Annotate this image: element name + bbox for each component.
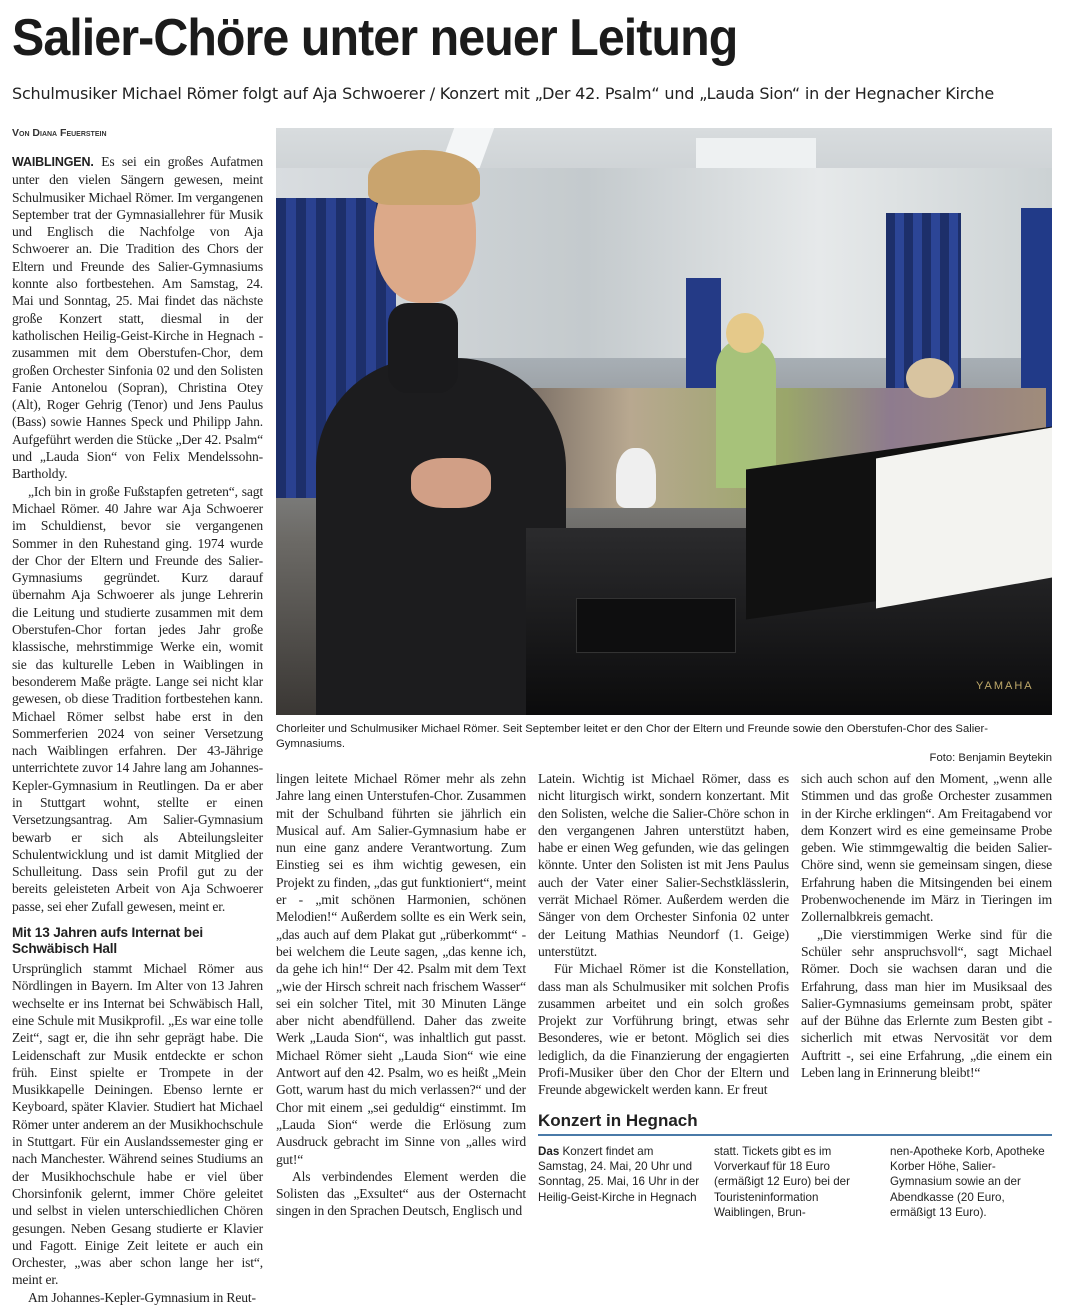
article-column-1 [12,153,263,1306]
caption-text: Chorleiter und Schulmusiker Michael Römer. Seit September leitet er den Chor der Eltern und Freunde sowie den Oberstufen-Chor des Salier-Gymnasiums. [276,723,989,750]
paragraph: „Die vierstimmigen Werke sind für die Schüler sehr anspruchsvoll“, sagt Michael Römer. Doch sie wachsen daran und die Erfahrung, dass man hier im Musiksaal des Salier-Gymnasiums gemeinsam probt, später auf der Bühne das Erlernte zum Besten gibt - sicherlich mit etwas Nervosität vor dem Auftritt -, sei eine Erfahrung, „die einem ein Leben lang in Erinnerung bleibt!“ [801,926,1052,1081]
paragraph: sich auch schon auf den Moment, „wenn alle Stimmen und das große Orchester zusammen in der Kirche erklingen“. Am Freitagabend vor dem Konzert wird es eine gemeinsame Probe geben. Wie stimmgewaltig die beiden Salier-Chöre sind, wenn sie gemeinsam singen, diese Erfahrung haben die Mitsingenden bei einem Probenwochenende im März in Tieringen im Zollernalbkreis gemacht. [801,771,1052,925]
dateline: WAIBLINGEN. [12,155,94,169]
byline: Von Diana Feuerstein [12,127,107,139]
paragraph: Für Michael Römer ist die Konstellation, dass man als Schulmusiker mit solchen Profis zusammen arbeitet und ein solch großes Projekt zur Vorführung bringt, etwas sehr Besonderes, wie er betont. Möglich sei dies lediglich, da die Finanzierung der engagierten Profi-Musiker über den Chor der Eltern und Freunde abgewickelt werden kann. Er freut [538,961,789,1098]
article-column-2 [276,770,526,1220]
subtitle: Schulmusiker Michael Römer folgt auf Aja Schwoerer / Konzert mit „Der 42. Psalm“ und „Lauda Sion“ in der Hegnacher Kirche [12,84,994,103]
info-box-title: Konzert in Hegnach [538,1111,1052,1136]
article-photo [276,128,1052,715]
paragraph: Latein. Wichtig ist Michael Römer, dass es nicht liturgisch wirkt, sondern konzertant. Mit den Solisten, welche die Salier-Chöre schon in den vergangenen Jahren unterstützt haben, habe er einen Weg gefunden, wie das gelingen könnte. Unter den Solisten ist mit Jens Paulus auch der Vater einer Salier-Sechstklässlerin, verrät Michael Römer. Außerdem werden die Sänger von dem Orchester Sinfonia 02 unter der Leitung Mathias Neundorf (1. Geige) unterstützt. [538,771,789,959]
right-columns-area [538,770,1052,1220]
subheading: Mit 13 Jahren aufs Internat bei Schwäbisch Hall [12,925,203,957]
piano-brand: YAMAHA [976,680,1034,692]
article-column-4 [801,770,1052,1081]
info-box-column: nen-Apotheke Korb, Apotheke Korber Höhe, Salier-Gymnasium sowie an der Abendkasse (20 Euro, ermäßigt 13 Euro). [890,1144,1045,1219]
article-column-3 [538,770,789,1099]
paragraph: „Ich bin in große Fußstapfen getreten“, sagt Michael Römer. 40 Jahre war Aja Schwoerer im Schuldienst, bevor sie vergangenen Sommer in den Ruhestand ging. 1974 wurde der Chor der Eltern und Freunde des Salier-Gymnasiums gegründet. Kurz darauf übernahm Aja Schwoerer als junge Lehrerin die Leitung und studierte zusammen mit dem Oberstufen-Chor fortan jedes Jahr große klassische, mehrstimmige Werke ein, womit sie das kulturelle Leben in Waiblingen in besonderem Maße prägte. Lange sei nicht klar gewesen, ob diese Tradition fortbestehen kann. Michael Römer selbst habe erst in den Sommerferien 2024 von seiner Versetzung nach Waiblingen erfahren. Der 43-Jährige unterrichtete zuvor 14 Jahre lang am Johannes-Kepler-Gymnasium in Reutlingen. Da er aber in Stuttgart wohnt, stellte er einen Versetzungsantrag. Am Salier-Gymnasium bewarb er sich als Abteilungsleiter Schulentwicklung und ist damit Mitglied der Schulleitung. Dass sein Profil gut zu der bereits geleisteten Arbeit von Aja Schwoerer passe, sei eher Zufall gewesen, meint er. [12,483,263,914]
paragraph: Ursprünglich stammt Michael Römer aus Nördlingen in Bayern. Im Alter von 13 Jahren wechselte er ins Internat bei Schwäbisch Hall, eine Schule mit Musikprofil. „Es war eine tolle Zeit“, sagt er, die ihn sehr geprägt habe. Die Leidenschaft zur Musik entdeckte er schon früh. Einst spielte er Trompete in der Musikkapelle Deiningen. Ebenso lernte er Keyboard, später Klavier. Studiert hat Michael Römer unter anderem an der Musikhochschule in Stuttgart. Für ein Auslandssemester ging er nach Manchester. Während seines Studiums an der Musikhochschule habe er viel über Chorsinfonik gelernt, immer Chöre geleitet und selbst in vielen unterschiedlichen Chören gesungen. Neben Gesang studierte er Klavier und Fagott. Einige Zeit leitete er auch ein Orchester, „was aber schon lange her ist“, meint er. [12,961,263,1288]
headline: Salier-Chöre unter neuer Leitung [12,9,738,67]
paragraph-text: Es sei ein großes Aufatmen unter den vielen Sängern gewesen, meint Schulmusiker Michael Römer. Im vergangenen September trat der Gymnasiallehrer für Musik und Englisch die Nachfolge von Aja Schwoerer an. Die Tradition des Chors der Eltern und Freunde des Salier-Gymnasiums konnte also fortbestehen. Am Samstag, 24. Mai und Sonntag, 25. Mai findet das nächste große Konzert statt, diesmal in der katholischen Heilig-Geist-Kirche in Hegnach - zusammen mit dem Oberstufen-Chor, dem großen Orchester Sinfonia 02 und den Solisten Fanie Antonelou (Sopran), Christina Otey (Alt), Roger Gehrig (Tenor) und Jens Paulus (Bass) sowie Hannes Speck und Philipp Jahn. Aufgeführt werden die Stücke „Der 42. Psalm“ und „Lauda Sion“ von Felix Mendelssohn-Bartholdy. [12,154,264,482]
info-box-column: statt. Tickets gibt es im Vorverkauf für 18 Euro (ermäßigt 12 Euro) bei der Touristeninformation Waiblingen, Brun- [714,1144,850,1219]
photo-caption [276,722,1052,766]
paragraph [12,153,263,483]
paragraph: Als verbindendes Element werden die Solisten das „Exsultet“ aus der Osternacht singen in den Sprachen Deutsch, Englisch und [276,1168,526,1219]
info-lead: Das [538,1144,560,1158]
info-text: Konzert findet am Samstag, 24. Mai, 20 Uhr und Sonntag, 25. Mai, 16 Uhr in der Heilig-Geist-Kirche in Hegnach [538,1144,700,1204]
paragraph: lingen leitete Michael Römer mehr als zehn Jahre lang einen Unterstufen-Chor. Zusammen mit der Schulband führten sie jährlich ein Musical auf. Am Salier-Gymnasium habe er nun eine ganz andere Verantwortung. Zum Einstieg sei es ihm wichtig gewesen, ein Projekt zu finden, „das gut funktioniert“, meint er - „mit schönen Harmonien, schönen Melodien!“ Außerdem sollte es ein Werk sein, „das auch auf dem Plakat gut „rüberkommt“ - bei welchem die Leute sagen, „das kenne ich, da gehe ich hin!“ Der 42. Psalm mit dem Text „wie der Hirsch schreit nach frischem Wasser“ sei ein solcher Titel, mit 30 Minuten Länge aber nicht abendfüllend. Daher das zweite Werk „Lauda Sion“, was inhaltlich gut passt. Michael Römer sieht „Lauda Sion“ wie eine Antwort auf den 42. Psalm, wo es heißt „Mein Gott, warum hast du mich verlassen?“ und der Chor mit einem „sei geduldig“ einstimmt. Im „Lauda Sion“ werde die Erlösung zum Ausdruck gebracht im Sinne von „alles wird gut!“ [276,771,526,1167]
photo-credit: Foto: Benjamin Beytekin [929,752,1052,764]
info-box [538,1111,1052,1220]
paragraph: Am Johannes-Kepler-Gymnasium in Reut- [28,1289,256,1305]
